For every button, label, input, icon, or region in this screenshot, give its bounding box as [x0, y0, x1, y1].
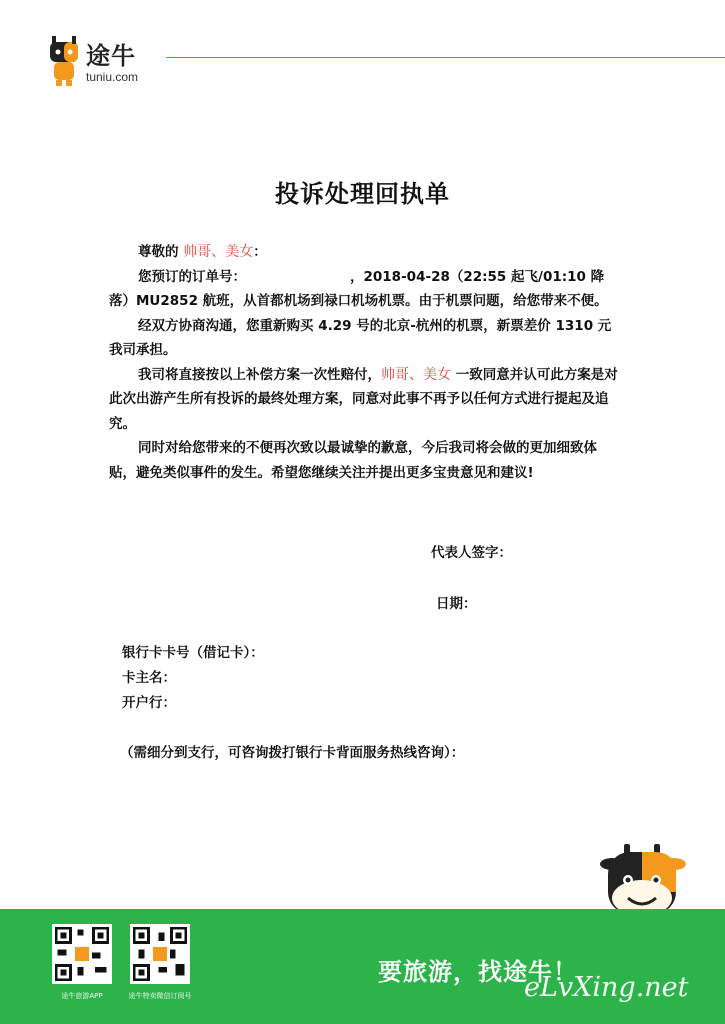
wechat-qr-caption: 途牛特卖微信订阅号 [128, 992, 192, 1000]
slogan: 要旅游，找途牛！ [378, 958, 578, 986]
tuniu-logo-icon [48, 34, 80, 86]
header-divider [166, 57, 725, 58]
date-label: 日期： [436, 596, 477, 612]
watermark: eLvXing.net [524, 972, 689, 1003]
paragraph-compensation: 我司将直接按以上补偿方案一次性赔付，帅哥、美女 一致同意并认可此方案是对此次出游产生所有投诉的最终处理方案，同意对此事不再予以任何方式进行提起及追究。 [109, 366, 618, 432]
bank-info [122, 641, 264, 716]
paragraph-negotiation: 经双方协商沟通，您重新购买 4.29 号的北京-杭州的机票，新票差价 1310 元我司承担。 [109, 317, 612, 358]
paragraph-order: 您预订的订单号： ，2018-04-28（22:55 起飞/01:10 降落）MU2852 航班，从首都机场到禄口机场机票。由于机票问题，给您带来不便。 [109, 268, 608, 309]
app-qr-caption: 途牛旅游APP [61, 992, 103, 1000]
card-number-label: 银行卡卡号（借记卡）： [122, 645, 264, 661]
letter-body [109, 240, 619, 485]
paragraph-apology: 同时对给您带来的不便再次致以最诚挚的歉意，今后我司将会做的更加细致体贴，避免类似事件的发生。希望您继续关注并提出更多宝贵意见和建议! [109, 440, 597, 481]
recipient-name: 帅哥、美女 [183, 244, 254, 260]
card-holder-label: 卡主名： [122, 670, 176, 686]
footer-banner [0, 909, 725, 1024]
representative-signature-label: 代表人签字： [431, 545, 512, 561]
app-qr-code-icon[interactable] [52, 924, 112, 984]
header [0, 0, 725, 100]
bank-note: （需细分到支行，可咨询拨打银行卡背面服务热线咨询）： [120, 745, 465, 761]
page-title: 投诉处理回执单 [275, 180, 450, 208]
wechat-qr-code-icon[interactable] [130, 924, 190, 984]
bank-branch-label: 开户行： [122, 695, 176, 711]
logo-text: 途牛 [86, 42, 136, 70]
recipient-name-2: 帅哥、美女 [381, 366, 451, 383]
logo-domain: tuniu.com [86, 70, 139, 84]
salutation: 尊敬的 帅哥、美女： [138, 244, 267, 260]
